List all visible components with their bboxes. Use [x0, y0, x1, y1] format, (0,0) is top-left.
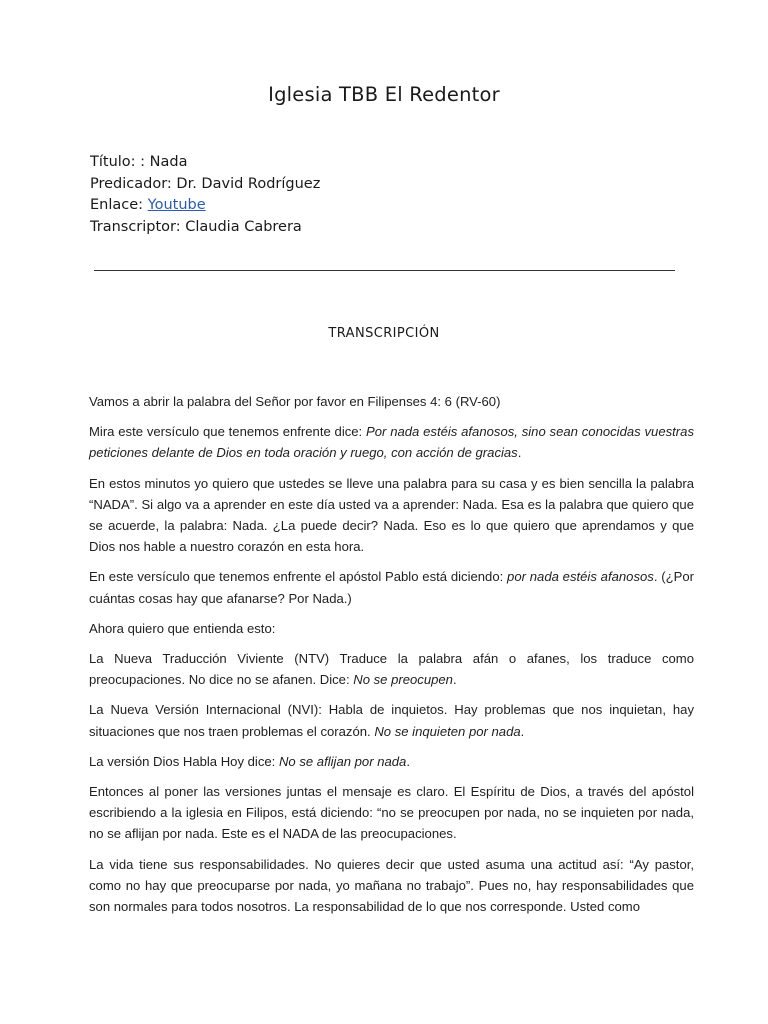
transcription-body [89, 391, 694, 926]
paragraph-text: La versión Dios Habla Hoy dice: [89, 753, 279, 769]
paragraph-text: La Nueva Traducción Viviente (NTV) Traduce la palabra afán o afanes, los traduce como preocupaciones. No dice no se afanen. Dice: [89, 651, 694, 688]
preacher-name: Predicador: Dr. David Rodríguez [90, 175, 321, 192]
paragraph: En estos minutos yo quiero que ustedes se lleve una palabra para su casa y es bien sencilla la palabra “NADA”. Si algo va a aprender en este día usted va a aprender: Nada. Esa es la palabra que quiero que se acuerde, la palabra: Nada. ¿La puede decir? Nada. Eso es lo que quiero que aprendamos y que Dios nos hable a nuestro corazón en esta hora. [89, 475, 694, 555]
scripture-quote: Por nada estéis afanosos, sino sean conocidas vuestras peticiones delante de Dios en toda oración y ruego, con acción de gracias [89, 424, 694, 461]
horizontal-divider [94, 270, 675, 271]
paragraph: La vida tiene sus responsabilidades. No quieres decir que usted asuma una actitud así: “Ay pastor, como no hay que preocuparse por nada, yo mañana no trabajo”. Pues no, hay responsabilidades que son normales para todos nosotros. La responsabilidad de lo que nos corresponde. Usted como [89, 856, 694, 915]
paragraph-text: . [406, 753, 410, 769]
paragraph: Entonces al poner las versiones juntas el mensaje es claro. El Espíritu de Dios, a través del apóstol escribiendo a la iglesia en Filipos, está diciendo: “no se preocupen por nada, no se inquieten por nada, no se aflijan por nada. Este es el NADA de las preocupaciones. [89, 784, 694, 842]
scripture-quote: No se preocupen [353, 672, 453, 688]
paragraph [89, 648, 694, 690]
scripture-quote: por nada estéis afanosos [507, 569, 654, 585]
paragraph: Ahora quiero que entienda esto: [89, 620, 276, 636]
paragraph-text: Mira este versículo que tenemos enfrente dice: [89, 424, 367, 440]
youtube-link[interactable]: Youtube [147, 197, 206, 213]
paragraph-text: . [517, 445, 522, 461]
link-prefix: Enlace: [90, 197, 148, 213]
paragraph-text: . [520, 723, 525, 739]
sermon-metadata [90, 152, 320, 238]
church-title: Iglesia TBB El Redentor [268, 83, 500, 106]
paragraph-text: . (¿Por cuántas cosas hay que afanarse? Por Nada.) [89, 569, 694, 606]
paragraph [89, 566, 694, 608]
sermon-title: Título: : Nada [90, 154, 188, 170]
paragraph-text: En este versículo que tenemos enfrente el apóstol Pablo está diciendo: [89, 569, 508, 585]
paragraph [89, 699, 694, 741]
paragraph-text: . [452, 672, 457, 688]
transcription-heading: TRANSCRIPCIÓN [328, 326, 440, 341]
transcriber-name: Transcriptor: Claudia Cabrera [90, 218, 302, 235]
paragraph: Vamos a abrir la palabra del Señor por favor en Filipenses 4: 6 (RV-60) [89, 394, 501, 409]
scripture-quote: No se inquieten por nada [374, 723, 521, 739]
scripture-quote: No se aflijan por nada [278, 753, 407, 769]
paragraph [89, 421, 694, 463]
link-line [90, 195, 320, 217]
paragraph [89, 751, 694, 772]
paragraph-text: La Nueva Versión Internacional (NVI): Habla de inquietos. Hay problemas que nos inquietan, hay situaciones que nos traen problemas el corazón. [89, 702, 694, 739]
